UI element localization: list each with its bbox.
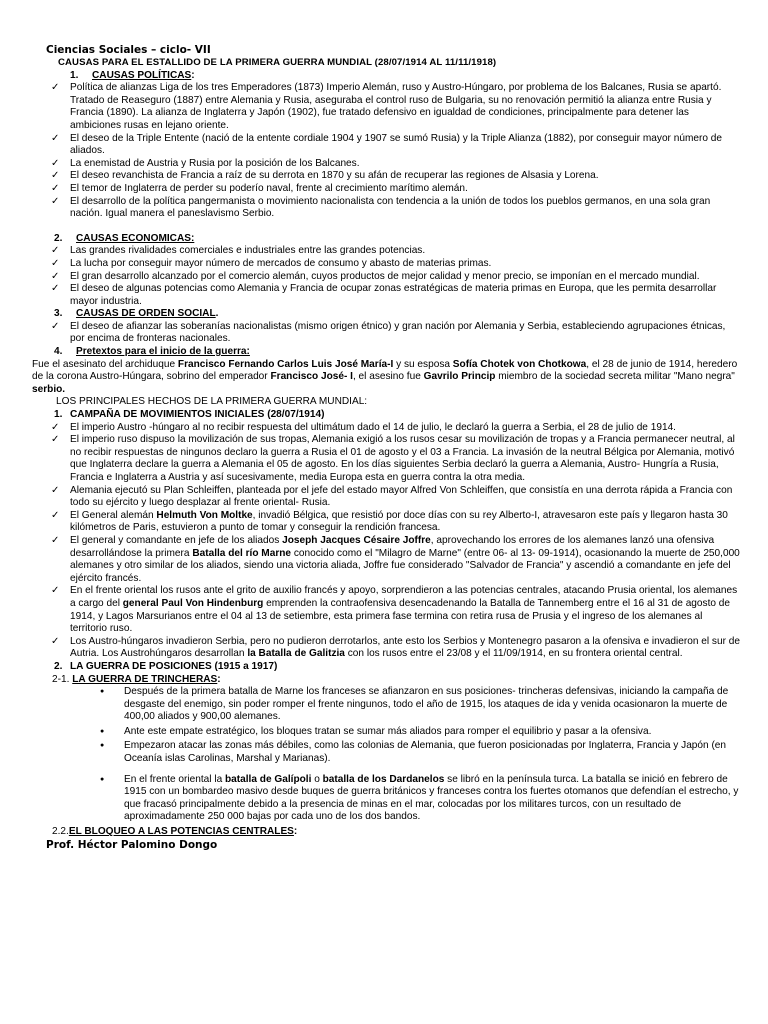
list-item: ✓ El deseo de la Triple Entente (nació de la entente cordiale 1904 y 1907 se sumó Rusia) y la Triple Alianza (1882), por conseguir mayor número de aliados. xyxy=(70,133,740,158)
person-name: Joseph Jacques Césaire Joffre xyxy=(282,534,431,546)
text-run: , aprovechando los errores de los alemanes lanzó una ofensiva desarrollándose la primera xyxy=(70,534,715,559)
section-number: 1. xyxy=(70,69,79,81)
text-run: El general y comandante en jefe de los aliados xyxy=(70,534,283,546)
list-item: ● Empezaron atacar las zonas más débiles, como las colonias de Alemania, que fueron posicionadas por Inglaterra, Francia y Japón (en Oceanía islas Carolinas, Marshal y Marianas). xyxy=(124,740,740,765)
section-causas-politicas: 1. CAUSAS POLÍTICAS: xyxy=(70,69,195,81)
politicas-list xyxy=(46,82,740,221)
list-item: ● Después de la primera batalla de Marne los franceses se afianzaron en sus posiciones- trincheras defensivas, iniciando la campaña de desgaste del enemigo, sin poder romper el frente ningunos, todo el año de 1915, los ataques de ida y venida ocasionaron la muerte de 400,00 aliados y 900,00 alemanes. xyxy=(124,686,740,724)
battle-name: la Batalla de Galitzia xyxy=(247,648,345,660)
hechos-title: LOS PRINCIPALES HECHOS DE LA PRIMERA GUERRA MUNDIAL: xyxy=(56,396,368,408)
battle-name: Batalla del río Marne xyxy=(192,547,292,559)
person-name: Francisco José- I xyxy=(270,371,353,383)
subsection-heading: LA GUERRA DE TRINCHERAS xyxy=(72,673,218,685)
person-name: general Paul Von Hindenburg xyxy=(122,597,264,609)
text-run: conocido como el "Milagro de Marne" (entre 06- al 13- 09-1914), ocasionando la muerte de 250,000 alemanes y otro similar de los aliados, siendo una victoria aliada, Joffre fue considerado "Salvador de Francia" y ascendió a comandante en jefe del ejército francés. xyxy=(70,547,740,584)
text-run: Los Austro-húngaros invadieron Serbia, pero no pudieron derrotarlos, ante esto los Serbios y Montenegro pasaron a la ofensiva e invadieron el sur de Autria. Los Austrohúngaros desarrollan xyxy=(70,635,740,660)
list-item xyxy=(70,510,740,535)
trincheras-list xyxy=(46,686,740,824)
section-heading: CAUSAS DE ORDEN SOCIAL xyxy=(76,308,216,320)
list-item: ✓ El deseo de algunas potencias como Alemania y Francia de ocupar zonas estratégicas de materia primas en Europa, que les permita desarrollar mayor industria. xyxy=(70,283,740,308)
section-pretextos xyxy=(54,346,740,359)
section-number: 3. xyxy=(54,308,63,320)
author-footer: Prof. Héctor Palomino Dongo xyxy=(46,838,218,851)
section-posiciones xyxy=(54,661,740,674)
list-item xyxy=(70,636,740,661)
list-item: ✓ El imperio ruso dispuso la movilización de sus tropas, Alemania exigió a los rusos cesar su movilización de tropas y a Francia permanecer neutral, al no recibir respuestas de ningunos declaro la guerra a Rusia el 01 de agosto y el 03 a Francia. La invasión de la neutral Bélgica por Alemania, motivó que Inglaterra declare la guerra a Alemania el 05 de agosto. En los días siguientes Serbia declaró la guerra a Alemania, Austro- Hungría a Rusia, Francia e Inglaterra a Austria y así sucesivamente, media Europa esta en guerra contra la otra media. xyxy=(70,434,740,484)
text-run: y su esposa xyxy=(393,358,453,370)
section-number: 4. xyxy=(54,346,63,358)
list-item: ✓ El imperio Austro -húngaro al no recibir respuesta del ultimátum dado el 14 de julio, le declaró la guerra a Serbia, el 28 de julio de 1914. xyxy=(70,422,740,435)
text-run: En el frente oriental los rusos ante el grito de auxilio francés y apoyo, sorprendieron a las potencias centrales, atacando Prusia oriental, los alemanes a cargo del xyxy=(70,585,738,609)
section-number: 2. xyxy=(54,660,63,672)
list-item: ✓ El temor de Inglaterra de perder su poderío naval, frente al crecimiento marítimo alemán. xyxy=(70,183,740,196)
economicas-list xyxy=(46,245,740,308)
subsection-heading: EL BLOQUEO A LAS POTENCIAS CENTRALES xyxy=(68,826,294,838)
list-item: ✓ El deseo revanchista de Francia a raíz de su derrota en 1870 y su afán de recuperar las regiones de Alsasia y Lorena. xyxy=(70,170,740,183)
text-run: o xyxy=(311,773,323,785)
list-item: ● Ante este empate estratégico, los bloques tratan se sumar más aliados para romper el equilibrio y pasar a la ofensiva. xyxy=(124,726,740,739)
text-run: serbio. xyxy=(32,383,66,395)
text-run: , invadió Bélgica, que resistió por doce días con su rey Alberto-I, atravesaron este país y llegaron hasta 30 kilómetros de Paris, estuvieron a punto de tomar y conseguir la rendición francesa. xyxy=(70,509,728,534)
text-run: emprenden la contraofensiva desencadenando la Batalla de Tannemberg entre el 16 al 31 de agosto de 1914, y Lagos Marsurianos entre el 04 al 13 de setiembre, esta primera fase termina con retira rusa de Prusia y el ingreso de los alemanes al territorio ruso. xyxy=(70,597,731,635)
text-run: El General alemán xyxy=(70,509,157,521)
list-item: ✓ El gran desarrollo alcanzado por el comercio alemán, cuyos productos de mejor calidad y menor precio, se imponían en el mercado mundial. xyxy=(70,271,740,284)
battle-name: batalla de Galípoli xyxy=(225,773,312,785)
section-heading: CAUSAS ECONOMICAS: xyxy=(76,232,195,244)
subsection-bloqueo: 2.2.EL BLOQUEO A LAS POTENCIAS CENTRALES: xyxy=(52,826,298,838)
course-title: Ciencias Sociales – ciclo- VII xyxy=(46,44,211,56)
campana-list xyxy=(46,422,740,661)
person-name: Helmuth Von Moltke xyxy=(156,509,253,521)
subsection-number: 2-1. xyxy=(52,673,70,685)
list-item xyxy=(70,535,740,585)
list-item: ✓ La enemistad de Austria y Rusia por la posición de los Balcanes. xyxy=(70,158,740,171)
section-campana xyxy=(54,409,740,422)
text-run: , el asesino fue xyxy=(352,371,424,383)
person-name: Sofía Chotek von Chotkowa xyxy=(452,358,587,370)
list-item: ✓ Alemania ejecutó su Plan Schleiffen, planteada por el jefe del estado mayor Alfred Von Schleiffen, que consistía en una derrota rápida a Francia con todo su ejército y luego desplazar al frente oriental- Rusia. xyxy=(70,485,740,510)
text-run: Fue el asesinato del archiduque xyxy=(32,358,178,370)
text-run: En el frente oriental la xyxy=(124,773,225,785)
list-item: ✓ El desarrollo de la política pangermanista o movimiento nacionalista con tendencia a la unión de todos los pueblos germanos, en una sola gran nación. Igual manera el paneslavismo Serbio. xyxy=(70,196,740,221)
list-item xyxy=(124,774,740,824)
person-name: Gavrilo Princip xyxy=(423,371,496,383)
text-run: con los rusos entre el 23/08 y el 11/09/1914, en su frontera oriental central. xyxy=(344,648,683,660)
list-item xyxy=(70,585,740,635)
section-number: 2. xyxy=(54,232,63,244)
list-item: ✓ Política de alianzas Liga de los tres Emperadores (1873) Imperio Alemán, ruso y Austro-Húngaro, por problema de los Balcanes, Rusia se apartó. Tratado de Reaseguro (1887) entre Alemania y Rusia, aseguraba el control ruso de Bulgaria, su no renovación permitió la alianza entre Rusia y Francia (1890). La alianza de Inglaterra y Japón (1902), fue tratado defensivo en igualdad de condiciones, principalmente para detener las ambiciones rusas en lejano oriente. xyxy=(70,82,740,132)
text-run: se libró en la península turca. La batalla se inició en febrero de 1915 con un bombardeo masivo desde buques de guerra británicos y franceses contra los fuertes otomanos que defendían el estrecho, y que fracasó principalmente debido a la presencia de minas en el mar, colocadas por los militares turcos, con un resultado de aproximadamente 250 000 bajas por cada uno de los dos bandos. xyxy=(124,773,739,823)
subsection-trincheras: 2-1. LA GUERRA DE TRINCHERAS: xyxy=(52,673,221,685)
section-heading: CAUSAS POLÍTICAS xyxy=(92,69,192,81)
section-causas-social: 3. CAUSAS DE ORDEN SOCIAL. xyxy=(54,308,219,320)
section-heading: CAMPAÑA DE MOVIMIENTOS INICIALES (28/07/1914) xyxy=(70,409,325,421)
pretexto-paragraph xyxy=(32,359,740,397)
text-run: , el 28 de junio de 1914, heredero de la corona Austro-Húngara, sobrino del emperador xyxy=(32,358,738,383)
section-heading: LA GUERRA DE POSICIONES (1915 a 1917) xyxy=(70,660,278,672)
list-item: ✓ La lucha por conseguir mayor número de mercados de consumo y abasto de materias primas. xyxy=(70,258,740,271)
list-item: ✓ Las grandes rivalidades comerciales e industriales entre las grandes potencias. xyxy=(70,245,740,258)
document-title: CAUSAS PARA EL ESTALLIDO DE LA PRIMERA GUERRA MUNDIAL (28/07/1914 AL 11/11/1918) xyxy=(58,57,497,68)
section-causas-economicas xyxy=(54,233,740,246)
text-run: miembro de la sociedad secreta militar "Mano negra" xyxy=(495,371,735,383)
battle-name: batalla de los Dardanelos xyxy=(322,773,445,785)
section-heading: Pretextos para el inicio de la guerra: xyxy=(76,346,250,358)
section-number: 1. xyxy=(54,409,63,421)
subsection-number: 2.2. xyxy=(52,826,69,838)
social-list xyxy=(46,321,740,346)
person-name: Francisco Fernando Carlos Luis José María-I xyxy=(177,358,394,370)
list-item: ✓ El deseo de afianzar las soberanías nacionalistas (mismo origen étnico) y gran nación por Alemania y Serbia, estableciendo agrupaciones étnicas, por encima de fronteras nacionales. xyxy=(70,321,740,346)
